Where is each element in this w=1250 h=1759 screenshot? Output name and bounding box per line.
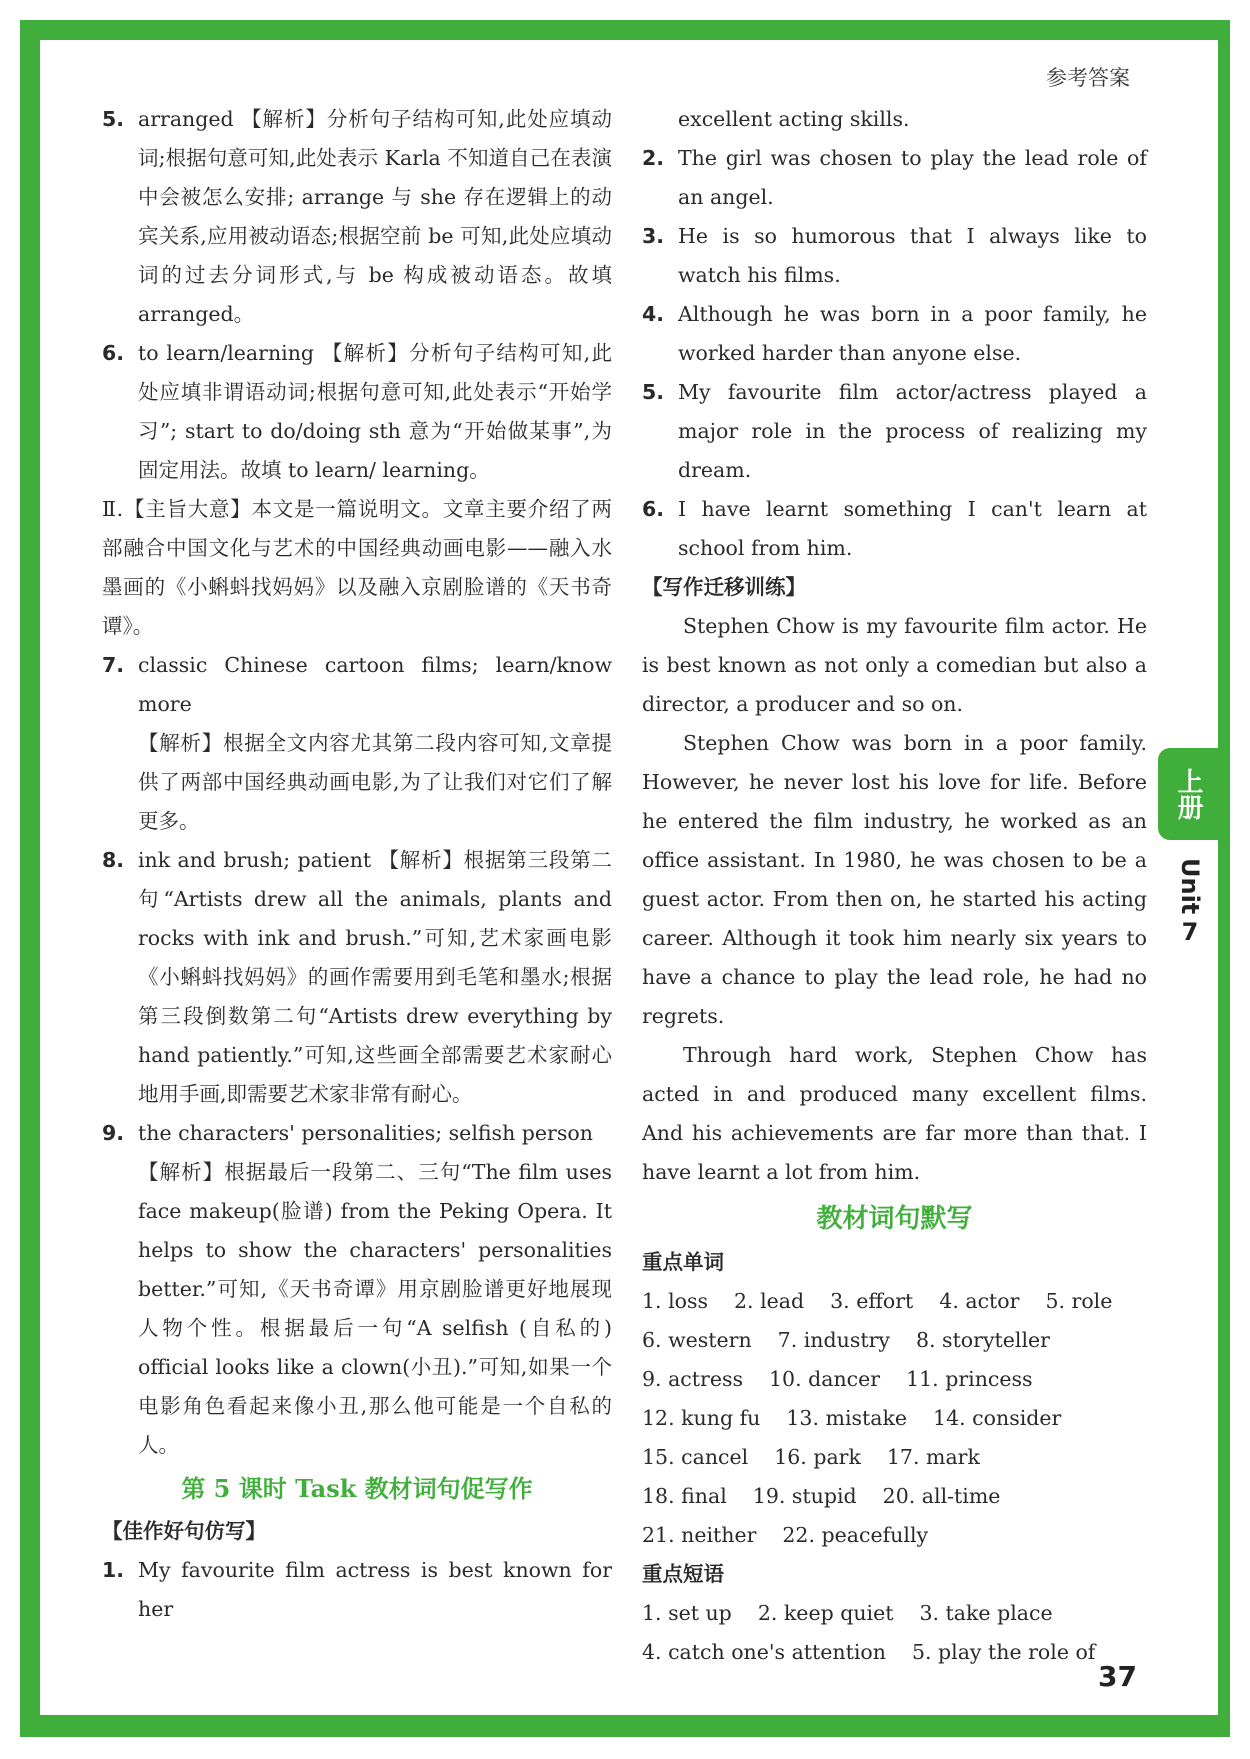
imitate-sentence-4: [642, 295, 1147, 373]
item-number: 5.: [642, 380, 665, 404]
explanation-text: 【解析】根据全文内容尤其第二段内容可知,文章提供了两部中国经典动画电影,为了让我们对它们了解更多。: [138, 731, 612, 833]
word-row: [642, 1477, 1147, 1516]
sentence-text: Although he was born in a poor family, he worked harder than anyone else.: [678, 302, 1147, 365]
word: 4. actor: [939, 1289, 1020, 1313]
phrase: 1. set up: [642, 1601, 732, 1625]
sentence-text: He is so humorous that I always like to watch his films.: [678, 224, 1147, 287]
phrase-row: [642, 1633, 1147, 1672]
unit-label: Unit: [1176, 858, 1204, 915]
word: 21. neither: [642, 1523, 757, 1547]
answer-text: ink and brush; patient 【解析】根据第三段第二句“Artists drew all the animals, plants and rocks with ink and brush.”可知,艺术家画电影《小蝌蚪找妈妈》的画作需要用到毛笔和墨水;根据第三段倒数第二句“Artists drew everything by hand patiently.”可知,这些画全部需要艺术家耐心地用手画,即需要艺术家非常有耐心。: [138, 848, 612, 1106]
frame-left: [20, 20, 40, 1737]
word: 12. kung fu: [642, 1406, 761, 1430]
word: 10. dancer: [769, 1367, 881, 1391]
answer-text: to learn/learning 【解析】分析句子结构可知,此处应填非谓语动词;根据句意可知,此处表示“开始学习”; start to do/doing sth 意为“开始做某事”,为固定用法。故填 to learn/ learning。: [138, 341, 612, 482]
item-number: 7.: [102, 653, 125, 677]
essay-paragraph-2: Stephen Chow was born in a poor family. However, he never lost his love for life. Before he entered the film industry, he worked as an office assistant. In 1980, he was chosen to be a guest actor. From then on, he started his acting career. Although it took him nearly six years to have a chance to play the lead role, he had no regrets.: [642, 731, 1147, 1028]
phrase: 3. take place: [919, 1601, 1053, 1625]
main-idea: Ⅱ.【主旨大意】本文是一篇说明文。文章主要介绍了两部融合中国文化与艺术的中国经典动画电影——融入水墨画的《小蝌蚪找妈妈》以及融入京剧脸谱的《天书奇谭》。: [102, 497, 612, 638]
item-number: 6.: [642, 497, 665, 521]
phrase-row: [642, 1594, 1147, 1633]
word: 16. park: [774, 1445, 861, 1469]
item-number: 9.: [102, 1121, 125, 1145]
word: 14. consider: [933, 1406, 1062, 1430]
word: 17. mark: [886, 1445, 980, 1469]
answer-text: arranged 【解析】分析句子结构可知,此处应填动词;根据句意可知,此处表示 Karla 不知道自己在表演中会被怎么安排; arrange 与 she 存在逻辑上的动宾关系,应用被动语态;根据空前 be 可知,此处应填动词的过去分词形式,与 be 构成被动语态。故填 arranged。: [138, 107, 612, 326]
left-column: [102, 100, 612, 1629]
word: 7. industry: [777, 1328, 890, 1352]
phrase: 2. keep quiet: [757, 1601, 894, 1625]
word: 15. cancel: [642, 1445, 749, 1469]
word: 3. effort: [830, 1289, 914, 1313]
word: 8. storyteller: [915, 1328, 1050, 1352]
word-row: [642, 1321, 1147, 1360]
word: 18. final: [642, 1484, 727, 1508]
essay-paragraph-3: Through hard work, Stephen Chow has acted in and produced many excellent films. And his achievements are far more than that. I have learnt a lot from him.: [642, 1043, 1147, 1184]
lesson-title: 第 5 课时 Task 教材词句促写作: [181, 1474, 533, 1503]
answer-text: classic Chinese cartoon films; learn/know more: [138, 653, 612, 716]
answer-9: [102, 1114, 612, 1465]
word: 19. stupid: [752, 1484, 857, 1508]
word: 9. actress: [642, 1367, 743, 1391]
imitate-sentence-3: [642, 217, 1147, 295]
word-row: [642, 1438, 1147, 1477]
word-row: [642, 1360, 1147, 1399]
essay-paragraph-1: Stephen Chow is my favourite film actor. He is best known as not only a comedian but also a director, a producer and so on.: [642, 614, 1147, 716]
item-number: 6.: [102, 341, 125, 365]
answer-text: the characters' personalities; selfish person: [138, 1121, 593, 1145]
sentence-continuation: excellent acting skills.: [678, 107, 910, 131]
word-row: [642, 1282, 1147, 1321]
sentence-text: My favourite film actor/actress played a major role in the process of realizing my dream.: [678, 380, 1147, 482]
answer-5: [102, 100, 612, 334]
word-row: [642, 1399, 1147, 1438]
volume-tab: 上册: [1158, 748, 1218, 840]
item-number: 1.: [102, 1558, 125, 1582]
explanation-text: 【解析】根据最后一段第二、三句“The film uses face makeup(脸谱) from the Peking Opera. It helps to show the characters' personalities better.”可知,《天书奇谭》用京剧脸谱更好地展现人物个性。根据最后一句“A selfish (自私的) official looks like a clown(小丑).”可知,如果一个电影角色看起来像小丑,那么他可能是一个自私的人。: [138, 1160, 612, 1457]
answer-8: [102, 841, 612, 1114]
recite-title: 教材词句默写: [816, 1204, 973, 1234]
word-row: [642, 1516, 1147, 1555]
word: 6. western: [642, 1328, 752, 1352]
word: 2. lead: [734, 1289, 805, 1313]
word: 22. peacefully: [782, 1523, 929, 1547]
item-number: 2.: [642, 146, 665, 170]
sentence-text: I have learnt something I can't learn at school from him.: [678, 497, 1147, 560]
word: 11. princess: [906, 1367, 1033, 1391]
frame-bottom: [20, 1715, 1230, 1737]
section-title: 【佳作好句仿写】: [102, 1519, 266, 1543]
imitate-sentence-2: [642, 139, 1147, 217]
section-title: 【写作迁移训练】: [642, 575, 806, 599]
imitate-sentence-1: [102, 1551, 612, 1629]
word: 13. mistake: [786, 1406, 908, 1430]
unit-number: 7: [1181, 918, 1199, 947]
answer-7: [102, 646, 612, 841]
words-title: 重点单词: [642, 1250, 724, 1274]
imitate-sentence-5: [642, 373, 1147, 490]
word: 1. loss: [642, 1289, 709, 1313]
item-number: 8.: [102, 848, 125, 872]
right-column: [642, 100, 1147, 1672]
frame-right: [1218, 20, 1230, 1737]
item-number: 4.: [642, 302, 665, 326]
phrase: 4. catch one's attention: [642, 1640, 886, 1664]
page-number: 37: [1098, 1660, 1137, 1693]
unit-marker: [1170, 858, 1210, 946]
word: 20. all-time: [882, 1484, 1001, 1508]
item-number: 5.: [102, 107, 125, 131]
page-header: 参考答案: [1046, 66, 1130, 90]
item-number: 3.: [642, 224, 665, 248]
word: 5. role: [1045, 1289, 1113, 1313]
answer-6: [102, 334, 612, 490]
phrase: 5. play the role of: [911, 1640, 1096, 1664]
imitate-sentence-6: [642, 490, 1147, 568]
frame-top: [20, 20, 1230, 40]
sentence-text: My favourite film actress is best known for her: [138, 1558, 612, 1621]
phrases-title: 重点短语: [642, 1562, 724, 1586]
sentence-text: The girl was chosen to play the lead role of an angel.: [678, 146, 1147, 209]
